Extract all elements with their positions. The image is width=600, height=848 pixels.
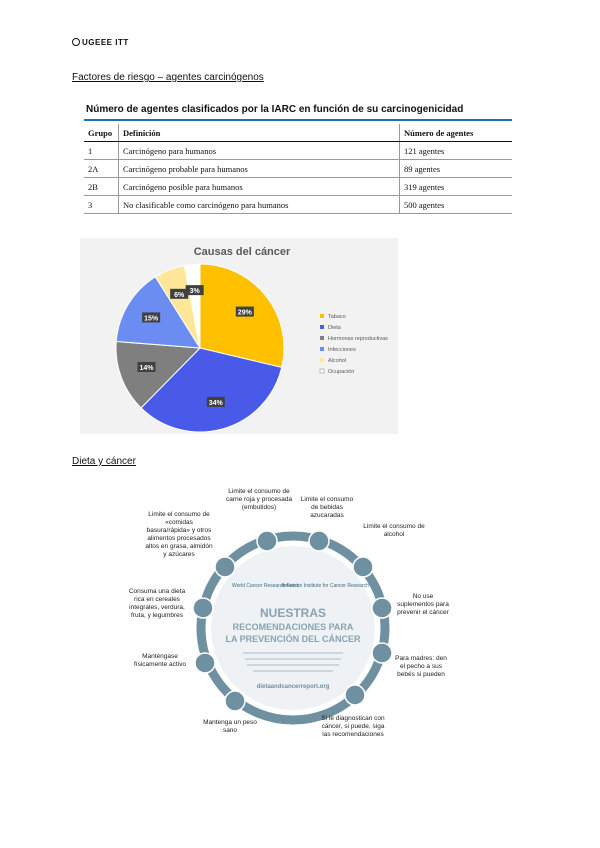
drink-icon xyxy=(309,531,329,551)
legend-label-2: Hormonas reproductivas xyxy=(328,336,388,342)
grain-icon xyxy=(193,598,213,618)
col-header-grupo: Grupo xyxy=(84,124,119,142)
table-row xyxy=(84,160,512,178)
rec-breastfeed: Para madres: den el pecho a sus bebés si pueden xyxy=(395,655,447,678)
table-row xyxy=(84,196,512,214)
cell-numero: 89 agentes xyxy=(400,160,513,178)
rec-supplements: No use suplementos para prevenir el cáncer xyxy=(397,593,449,616)
recommendations-infographic xyxy=(115,483,470,753)
pie-label-0: 29% xyxy=(237,309,252,317)
pie-chart xyxy=(80,238,398,434)
infographic-title-1: NUESTRAS xyxy=(259,606,327,620)
pie-label-4: 6% xyxy=(174,291,185,299)
legend-swatch-5 xyxy=(320,369,324,373)
logo-icon xyxy=(72,38,80,46)
legend-label-0: Tabaco xyxy=(328,314,346,320)
legend-swatch-2 xyxy=(320,336,324,340)
table-rule xyxy=(84,119,512,121)
rec-diagnosis: Si le diagnostican con cáncer, si puede, siga las recomendaciones xyxy=(321,715,385,738)
cell-definicion: Carcinógeno posible para humanos xyxy=(119,178,400,196)
iarc-table-title: Número de agentes clasificados por la IARC en función de su carcinogenicidad xyxy=(86,104,464,115)
alcohol-icon xyxy=(353,557,373,577)
org1-name: World Cancer Research Fund xyxy=(231,583,299,589)
col-header-numero: Número de agentes xyxy=(400,124,513,142)
cell-numero: 319 agentes xyxy=(400,178,513,196)
legend-label-1: Dieta xyxy=(328,325,341,331)
org2-name: American Institute for Cancer Research xyxy=(281,583,369,589)
header-logo xyxy=(72,38,129,47)
cell-grupo: 2A xyxy=(84,160,119,178)
pie-label-3: 15% xyxy=(144,315,159,323)
diagnosis-icon xyxy=(345,685,365,705)
legend-label-3: Infecciones xyxy=(328,347,356,353)
legend-swatch-3 xyxy=(320,347,324,351)
section-heading-carcinogens: Factores de riesgo – agentes carcinógenos xyxy=(72,72,264,83)
col-header-definicion: Definición xyxy=(119,124,400,142)
breastfeed-icon xyxy=(372,643,392,663)
logo-text: UGEEE ITT xyxy=(82,38,129,47)
pie-label-2: 14% xyxy=(139,364,154,372)
rec-whole-grains: Consuma una dieta rica en cereales integrales, verdura, fruta, y legumbres xyxy=(128,588,186,619)
legend-swatch-0 xyxy=(320,314,324,318)
infographic-title-2: RECOMENDACIONES PARA xyxy=(232,622,354,632)
iarc-table xyxy=(84,124,512,214)
pie-label-1: 34% xyxy=(208,399,223,407)
legend-swatch-1 xyxy=(320,325,324,329)
activity-icon xyxy=(195,653,215,673)
rec-fast-food: Limite el consumo de «comidas basura/rápida» y otros alimentos procesados altos en grasa, almidón y azúcares xyxy=(145,511,213,558)
chart-title: Causas del cáncer xyxy=(193,246,291,258)
legend-swatch-4 xyxy=(320,358,324,362)
cell-numero: 121 agentes xyxy=(400,142,513,160)
cell-definicion: No clasificable como carcinógeno para humanos xyxy=(119,196,400,214)
fastfood-icon xyxy=(215,557,235,577)
cell-numero: 500 agentes xyxy=(400,196,513,214)
cancer-causes-chart xyxy=(80,238,398,434)
pie-label-5: 3% xyxy=(189,288,200,296)
table-row xyxy=(84,142,512,160)
rec-weight: Mantenga un peso sano xyxy=(203,719,257,734)
cell-grupo: 3 xyxy=(84,196,119,214)
meat-icon xyxy=(257,531,277,551)
cell-definicion: Carcinógeno para humanos xyxy=(119,142,400,160)
infographic-website: dietaandcancerreport.org xyxy=(256,684,330,690)
legend-label-5: Ocupación xyxy=(328,369,355,375)
cell-grupo: 2B xyxy=(84,178,119,196)
iarc-table-image xyxy=(80,98,520,218)
table-row xyxy=(84,178,512,196)
cell-grupo: 1 xyxy=(84,142,119,160)
rec-alcohol: Limite el consumo de alcohol xyxy=(363,523,425,538)
supplement-icon xyxy=(372,598,392,618)
rec-activity: Manténgase físicamente activo xyxy=(133,653,187,668)
table-header-row xyxy=(84,124,512,142)
section-heading-diet: Dieta y cáncer xyxy=(72,456,136,467)
rec-meat: Limite el consumo de carne roja y procesada (embutidos) xyxy=(225,488,293,511)
infographic-title-3: LA PREVENCIÓN DEL CÁNCER xyxy=(225,634,361,644)
cell-definicion: Carcinógeno probable para humanos xyxy=(119,160,400,178)
weight-icon xyxy=(225,691,245,711)
rec-sugary-drinks: Limite el consumo de bebidas azucaradas xyxy=(300,496,354,519)
legend-label-4: Alcohol xyxy=(328,358,347,364)
